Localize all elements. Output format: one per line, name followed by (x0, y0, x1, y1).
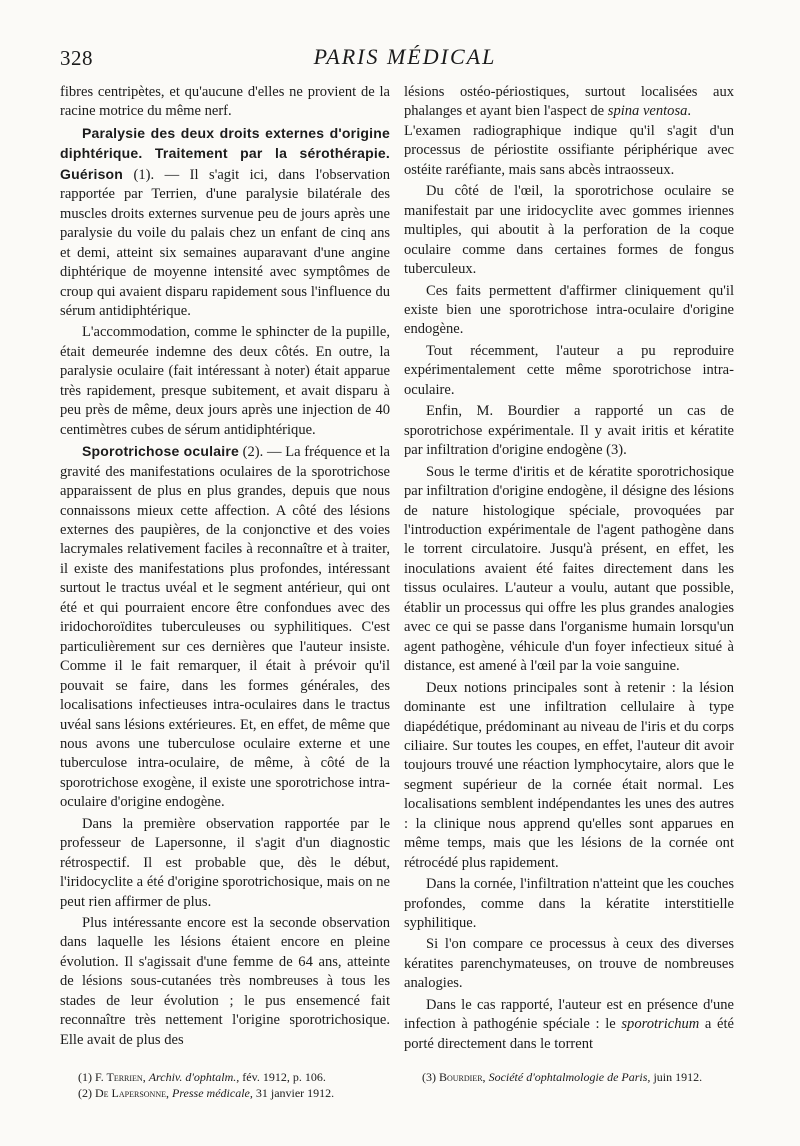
paragraph-text: Deux notions principales sont à retenir : la lésion dominante est une infiltration cellulaire à type diapédétique, prédominant au niveau de l'iris et du corps ciliaire. Sur toutes les coupes, en effet, l'auteur dit avoir toujours trouvé une réaction lymphocytaire, alors que le segment supérieur de la cornée était normal. Les localisations semblent indépendantes les unes des autres : la clinique nous apprend qu'elles sont apparues en même temps, mais que les lésions de la cornée ont rétrocédé plus rapidement. (404, 679, 734, 871)
paragraph (404, 463, 734, 677)
footnote-number: (3) (422, 1070, 436, 1084)
paragraph (404, 122, 734, 180)
paragraph (60, 83, 390, 122)
footnote (404, 1069, 734, 1085)
footnote-number: (1) (78, 1070, 92, 1084)
paragraph (404, 342, 734, 400)
running-title: PARIS MÉDICAL (313, 44, 497, 69)
footnote (60, 1069, 390, 1085)
paragraph (404, 282, 734, 340)
paragraph (60, 914, 390, 1050)
paragraph-text: Ces faits permettent d'affirmer cliniquement qu'il existe bien une sporotrichose intra-oculaire d'origine endogène. (404, 282, 734, 338)
paragraph-text: Si l'on compare ce processus à ceux des diverses kératites parenchymateuses, on trouve de nombreuses analogies. (404, 936, 734, 992)
right-column (404, 83, 734, 1054)
paragraph-text: Dans la cornée, l'infiltration n'atteint que les couches profondes, comme dans la kératite interstitielle syphilitique. (404, 876, 734, 932)
paragraph-text: L'examen radiographique indique qu'il s'agit d'un processus de périostite ossifiante périphérique avec ostéite raréfiante, mais sans abcès intraosseux. (404, 122, 734, 178)
paragraph (60, 815, 390, 912)
paragraph (404, 83, 734, 122)
paragraph-text: (1). — Il s'agit ici, dans l'observation rapportée par Terrien, d'une paralysie bilatérale des muscles droits externes survenue peu de jours après une paralysie du voile du palais chez un enfant de cinq ans et demi, atteint six semaines auparavant d'une angine diphtérique de moyenne intensité avec symptômes de croup qui avaient disparu rapidement sous l'influence du sérum antidiphtérique. (60, 166, 390, 319)
footnotes-left (60, 1069, 390, 1101)
section-heading: Paralysie des deux droits externes d'origine diphtérique. Traitement par la sérothérapie. Guérison (60, 124, 390, 182)
footnote (60, 1085, 390, 1101)
footnote-details: juin 1912. (653, 1070, 703, 1084)
paragraph-text-tail: a été porté directement dans le torrent (404, 1016, 735, 1052)
paragraph-text: Dans la première observation rapportée par le professeur de Lapersonne, il s'agit d'un diagnostic rétrospectif. Il est probable que, dès le début, l'iridocyclite a été d'origine sporotrichosique, mais on ne peut rien affirmer de plus. (60, 815, 390, 910)
paragraph-text: Du côté de l'œil, la sporotrichose oculaire se manifestait par une iridocyclite avec gommes iriennes multiples, qui aboutit à la perforation de la coque oculaire comme dans certaines formes de fongus tuberculeux. (404, 183, 734, 278)
page-header (60, 44, 750, 78)
paragraph-text: fibres centripètes, et qu'aucune d'elles ne provient de la racine motrice du même nerf. (60, 84, 390, 120)
footnote-author: Bourdier, (439, 1070, 486, 1084)
paragraph (404, 875, 734, 933)
paragraph (404, 996, 734, 1054)
paragraph-text-tail: . (687, 103, 692, 120)
footnote-number: (2) (78, 1086, 92, 1100)
footnote-source: Société d'ophtalmologie de Paris, (488, 1070, 651, 1084)
footnote-details: fév. 1912, p. 106. (242, 1070, 326, 1084)
paragraph (60, 124, 390, 322)
paragraph (60, 323, 390, 440)
footnote-source: Presse médicale, (172, 1086, 253, 1100)
footnote-author: De Lapersonne, (95, 1086, 169, 1100)
paragraph (60, 442, 390, 813)
paragraph-text: Sous le terme d'iritis et de kératite sporotrichosique par infiltration d'origine endogène, il désigne des lésions de nature histologique spéciale, provoquées par l'introduction expérimentale de l'agent pathogène dans le torrent circulatoire. Jusqu'à présent, en effet, les inoculations avaient été faites directement dans les tissus oculaires. L'auteur a voulu, autant que possible, établir un processus qui offre les plus grandes analogies avec ce qui se passe dans l'organisme humain lorsqu'un agent pathogène, véhicule d'un foyer infectieux situé à distance, est amené à l'œil par la voie sanguine. (404, 463, 734, 675)
section-heading: Sporotrichose oculaire (82, 443, 239, 460)
footnotes-right (404, 1069, 734, 1085)
paragraph-text: Tout récemment, l'auteur a pu reproduire expérimentalement cette même sporotrichose intra-oculaire. (404, 342, 734, 398)
paragraph-text: Dans le cas rapporté, l'auteur est en présence d'une infection à pathogénie spéciale : le (404, 996, 734, 1033)
italic-term: spina ventosa (607, 103, 688, 120)
footnote-details: 31 janvier 1912. (255, 1086, 335, 1100)
paragraph (404, 402, 734, 460)
paragraph-text: Enfin, M. Bourdier a rapporté un cas de sporotrichose expérimentale. Il y avait iritis et kératite par infiltration d'origine endogène (3). (404, 403, 734, 459)
left-column (60, 83, 390, 1050)
italic-term: sporotrichum (621, 1016, 700, 1033)
paragraph-text: lésions ostéo-périostiques, surtout localisées aux phalanges et ayant bien l'aspect de (404, 84, 734, 120)
paragraph-text: (2). — La fréquence et la gravité des manifestations oculaires de la sporotrichose apparaissent de plus en plus grandes, depuis que nous connaissons mieux cette affection. A côté des lésions externes des paupières, de la conjonctive et des voies lacrymales relativement faciles à reconnaître et à traiter, il existe des manifestations plus profondes, intéressant surtout le tractus uvéal et le segment antérieur, qui ont été et qui pourraient encore être confondues avec des iridochoroïdites tuberculeuses ou syphilitiques. C'est particulièrement sur ces dernières que l'auteur insiste. Comme il le fait remarquer, il était à prévoir qu'il pouvait se faire, dans les formes générales, des localisations infectieuses intra-oculaires dans le tractus uvéal sans lésions extérieures. Et, en effet, de même que nous avons une tuberculose oculaire externe et une tuberculose intra-oculaire, de même, à côté de la sporotrichose exogène, il existe une sporotrichose intra-oculaire d'origine endogène. (60, 444, 390, 811)
paragraph (404, 182, 734, 279)
page-number: 328 (60, 46, 93, 70)
paragraph (404, 679, 734, 874)
footnote-author: F. Terrien, (95, 1070, 146, 1084)
paragraph-text: L'accommodation, comme le sphincter de la pupille, était demeurée indemne des deux côtés. En outre, la paralysie oculaire (fait intéressant à noter) était apparue très rapidement, presque subitement, et avait disparu à peu près de même, deux jours après une injection de 40 centimètres cubes de sérum antidiphtérique. (60, 324, 390, 438)
paragraph (404, 935, 734, 993)
paragraph-text: Plus intéressante encore est la seconde observation dans laquelle les lésions étaient encore en pleine évolution. Il s'agissait d'une femme de 64 ans, atteinte de lésions sous-cutanées très nombreuses à tous les stades de leur évolution ; le pus ensemencé fait reconnaître très nettement l'origine sporotrichosique. Elle avait de plus des (60, 915, 390, 1048)
footnote-source: Archiv. d'ophtalm., (148, 1070, 240, 1084)
